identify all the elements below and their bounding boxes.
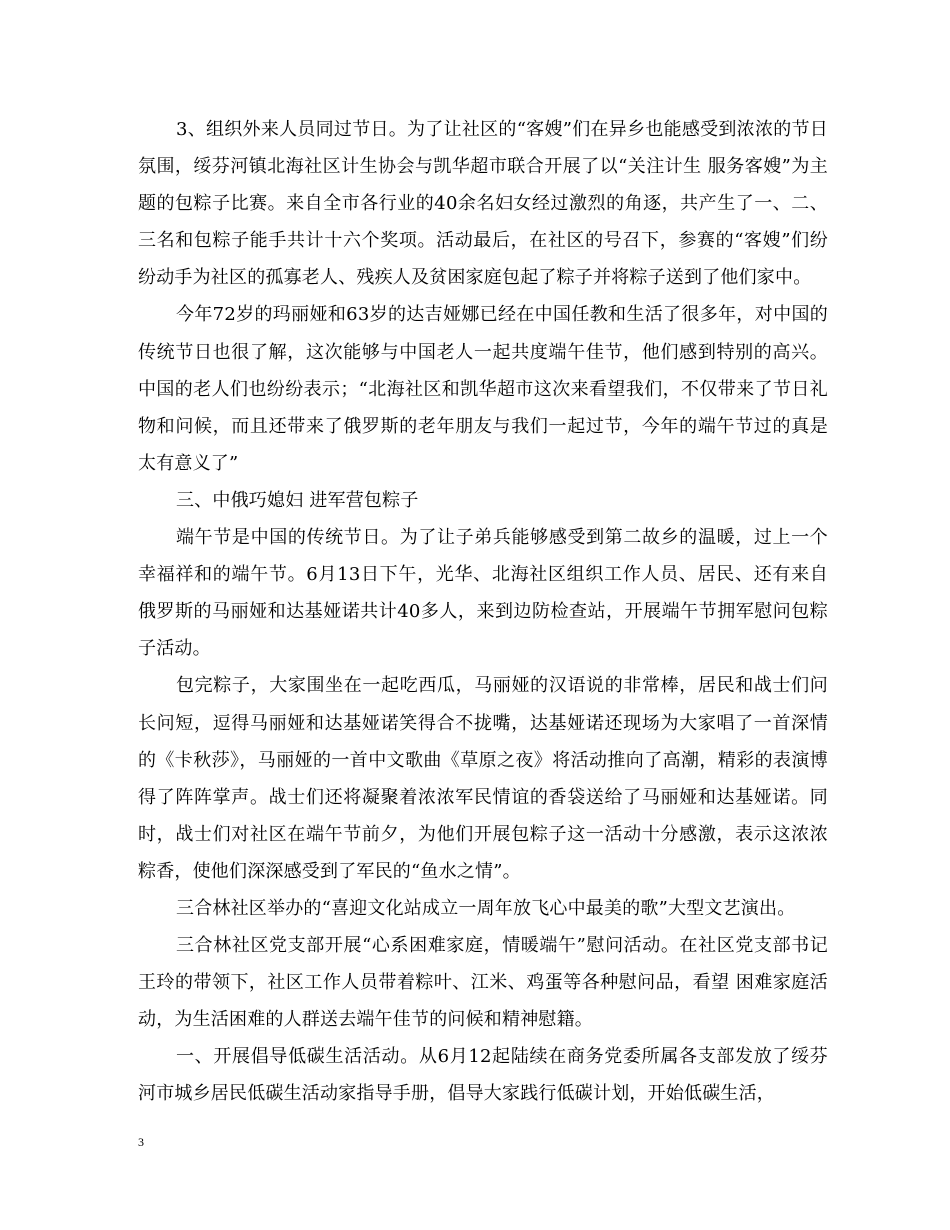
paragraph-organize-outsiders: 3、组织外来人员同过节日。为了让社区的“客嫂”们在异乡也能感受到浓浓的节日氛围，绥芬河镇北海社区计生协会与凯华超市联合开展了以“关注计生 服务客嫂”为主题的包粽子比赛。来自全市各行业的40余名妇女经过激烈的角逐，共产生了一、二、三名和包粽子能手共计十六个奖项。活动最后，在社区的号召下，参赛的“客嫂”们纷纷动手为社区的孤寡老人、残疾人及贫困家庭包起了粽子并将粽子送到了他们家中。: [138, 119, 828, 289]
paragraph-after-zongzi: 包完粽子，大家围坐在一起吃西瓜，马丽娅的汉语说的非常棒，居民和战士们问长问短，逗得马丽娅和达基娅诺笑得合不拢嘴，达基娅诺还现场为大家唱了一首深情的《卡秋莎》，马丽娅的一首中文歌曲《草原之夜》将活动推向了高潮，精彩的表演博得了阵阵掌声。战士们还将凝聚着浓浓军民情谊的香袋送给了马丽娅和达基娅诺。同时，战士们对社区在端午节前夕，为他们开展包粽子这一活动十分感激，表示这浓浓粽香，使他们深深感受到了军民的“鱼水之情”。: [138, 675, 828, 882]
paragraph-low-carbon: 一、开展倡导低碳生活活动。从6月12起陆续在商务党委所属各支部发放了绥芬河市城乡居民低碳生活动家指导手册，倡导大家践行低碳计划，开始低碳生活，: [138, 1046, 828, 1105]
paragraph-dragon-boat-festival: 端午节是中国的传统节日。为了让子弟兵能够感受到第二故乡的温暖，过上一个幸福祥和的端午节。6月13日下午，光华、北海社区组织工作人员、居民、还有来自俄罗斯的马丽娅和达基娅诺共计40多人，来到边防检查站，开展端午节拥军慰问包粽子活动。: [138, 527, 828, 660]
paragraph-russian-elders: 今年72岁的玛丽娅和63岁的达吉娅娜已经在中国任教和生活了很多年，对中国的传统节日也很了解，这次能够与中国老人一起共度端午佳节，他们感到特别的高兴。中国的老人们也纷纷表示；“北海社区和凯华超市这次来看望我们，不仅带来了节日礼物和问候，而且还带来了俄罗斯的老年朋友与我们一起过节，今年的端午节过的真是太有意义了”: [138, 304, 828, 474]
document-body: [138, 111, 828, 1113]
paragraph-sanhelin-party-branch: 三合林社区党支部开展“心系困难家庭，情暖端午”慰问活动。在社区党支部书记王玲的带领下，社区工作人员带着粽叶、江米、鸡蛋等各种慰问品，看望 困难家庭活动，为生活困难的人群送去端午佳节的问候和精神慰籍。: [138, 935, 828, 1031]
section-heading-barracks: 三、中俄巧媳妇 进军营包粽子: [176, 489, 419, 511]
page-number: 3: [138, 1135, 144, 1149]
paragraph-sanhelin-performance: 三合林社区举办的“喜迎文化站成立一周年放飞心中最美的歌”大型文艺演出。: [176, 897, 796, 919]
